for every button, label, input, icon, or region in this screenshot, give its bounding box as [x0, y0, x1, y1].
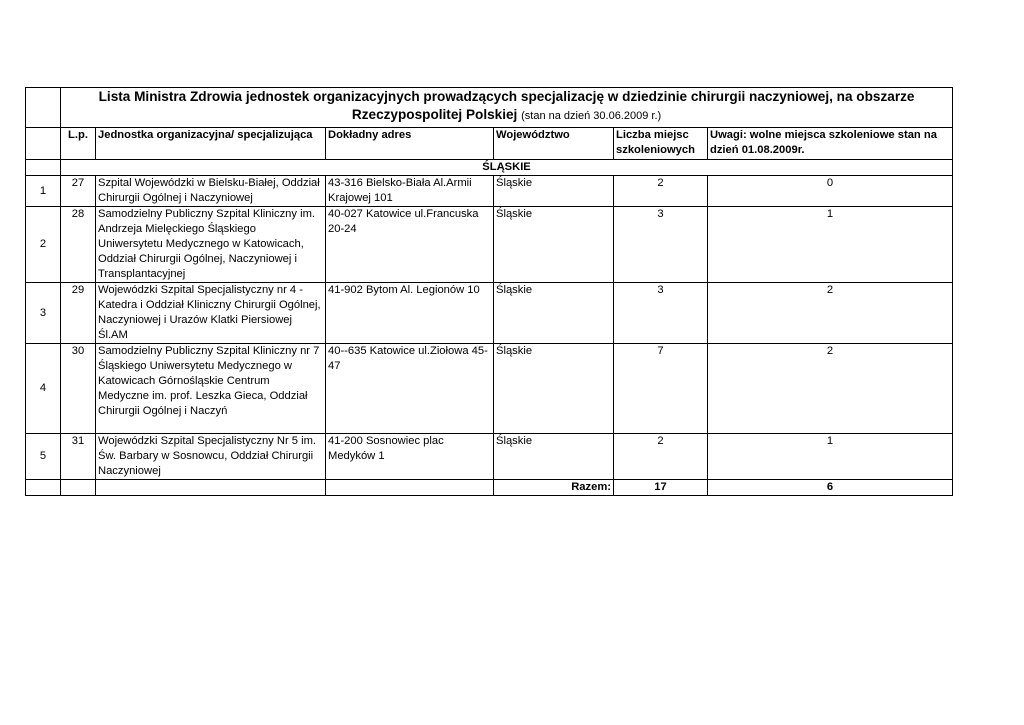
row-places: 2 [614, 176, 708, 207]
empty-cell [326, 480, 494, 496]
row-unit: Wojewódzki Szpital Specjalistyczny Nr 5 im. Św. Barbary w Sosnowcu, Oddział Chirurgii Naczyniowej [96, 434, 326, 480]
table-row [26, 176, 953, 207]
header-voivodeship: Województwo [494, 128, 614, 160]
row-free-places: 1 [708, 207, 953, 283]
specialization-table [25, 87, 953, 496]
empty-cell [26, 88, 61, 128]
row-free-places: 2 [708, 283, 953, 344]
row-lp: 28 [61, 207, 96, 283]
title-line-1: Lista Ministra Zdrowia jednostek organizacyjnych prowadzących specjalizację w dziedzinie chirurgii naczyniowej, na obszarze [98, 89, 915, 104]
table-row [26, 434, 953, 480]
row-number: 2 [26, 207, 61, 283]
row-places: 7 [614, 344, 708, 434]
row-lp: 27 [61, 176, 96, 207]
title-date-note: (stan na dzień 30.06.2009 r.) [521, 110, 662, 122]
row-address: 40--635 Katowice ul.Ziołowa 45-47 [326, 344, 494, 434]
row-unit: Samodzielny Publiczny Szpital Kliniczny im. Andrzeja Mielęckiego Śląskiego Uniwersytetu Medycznego w Katowicach, Oddział Chirurgii Ogólnej, Naczyniowej i Transplantacyjnej [96, 207, 326, 283]
row-unit: Wojewódzki Szpital Specjalistyczny nr 4 - Katedra i Oddział Kliniczny Chirurgii Ogólnej, Naczyniowej i Urazów Klatki Piersiowej Śl.AM [96, 283, 326, 344]
row-address: 41-902 Bytom Al. Legionów 10 [326, 283, 494, 344]
page-title [61, 88, 953, 128]
region-row [26, 160, 953, 176]
header-lp: L.p. [61, 128, 96, 160]
row-places: 3 [614, 207, 708, 283]
title-country: Rzeczypospolitej Polskiej [351, 107, 518, 122]
total-label: Razem: [494, 480, 614, 496]
total-places: 17 [614, 480, 708, 496]
row-voivodeship: Śląskie [494, 207, 614, 283]
row-unit: Samodzielny Publiczny Szpital Kliniczny nr 7 Śląskiego Uniwersytetu Medycznego w Katowicach Górnośląskie Centrum Medyczne im. prof. Leszka Gieca, Oddział Chirurgii Ogólnej i Naczyń [96, 344, 326, 434]
header-address: Dokładny adres [326, 128, 494, 160]
title-row [26, 88, 953, 128]
row-voivodeship: Śląskie [494, 283, 614, 344]
total-row [26, 480, 953, 496]
row-lp: 30 [61, 344, 96, 434]
empty-cell [26, 160, 61, 176]
header-row [26, 128, 953, 160]
row-number: 5 [26, 434, 61, 480]
row-free-places: 0 [708, 176, 953, 207]
header-remarks: Uwagi: wolne miejsca szkoleniowe stan na dzień 01.08.2009r. [708, 128, 953, 160]
header-places: Liczba miejsc szkoleniowych [614, 128, 708, 160]
row-places: 2 [614, 434, 708, 480]
empty-cell [61, 480, 96, 496]
row-free-places: 1 [708, 434, 953, 480]
row-address: 40-027 Katowice ul.Francuska 20-24 [326, 207, 494, 283]
row-unit: Szpital Wojewódzki w Bielsku-Białej, Oddział Chirurgii Ogólnej i Naczyniowej [96, 176, 326, 207]
row-voivodeship: Śląskie [494, 434, 614, 480]
row-number: 1 [26, 176, 61, 207]
row-address: 41-200 Sosnowiec plac Medyków 1 [326, 434, 494, 480]
empty-cell [96, 480, 326, 496]
row-lp: 31 [61, 434, 96, 480]
header-unit: Jednostka organizacyjna/ specjalizująca [96, 128, 326, 160]
row-number: 3 [26, 283, 61, 344]
empty-cell [26, 128, 61, 160]
region-label: ŚLĄSKIE [61, 160, 953, 176]
table-row [26, 283, 953, 344]
total-free-places: 6 [708, 480, 953, 496]
title-line-2 [63, 106, 950, 125]
row-voivodeship: Śląskie [494, 176, 614, 207]
table-row [26, 207, 953, 283]
row-address: 43-316 Bielsko-Biała Al.Armii Krajowej 101 [326, 176, 494, 207]
row-lp: 29 [61, 283, 96, 344]
row-number: 4 [26, 344, 61, 434]
empty-cell [26, 480, 61, 496]
row-free-places: 2 [708, 344, 953, 434]
table-row [26, 344, 953, 434]
row-voivodeship: Śląskie [494, 344, 614, 434]
row-places: 3 [614, 283, 708, 344]
